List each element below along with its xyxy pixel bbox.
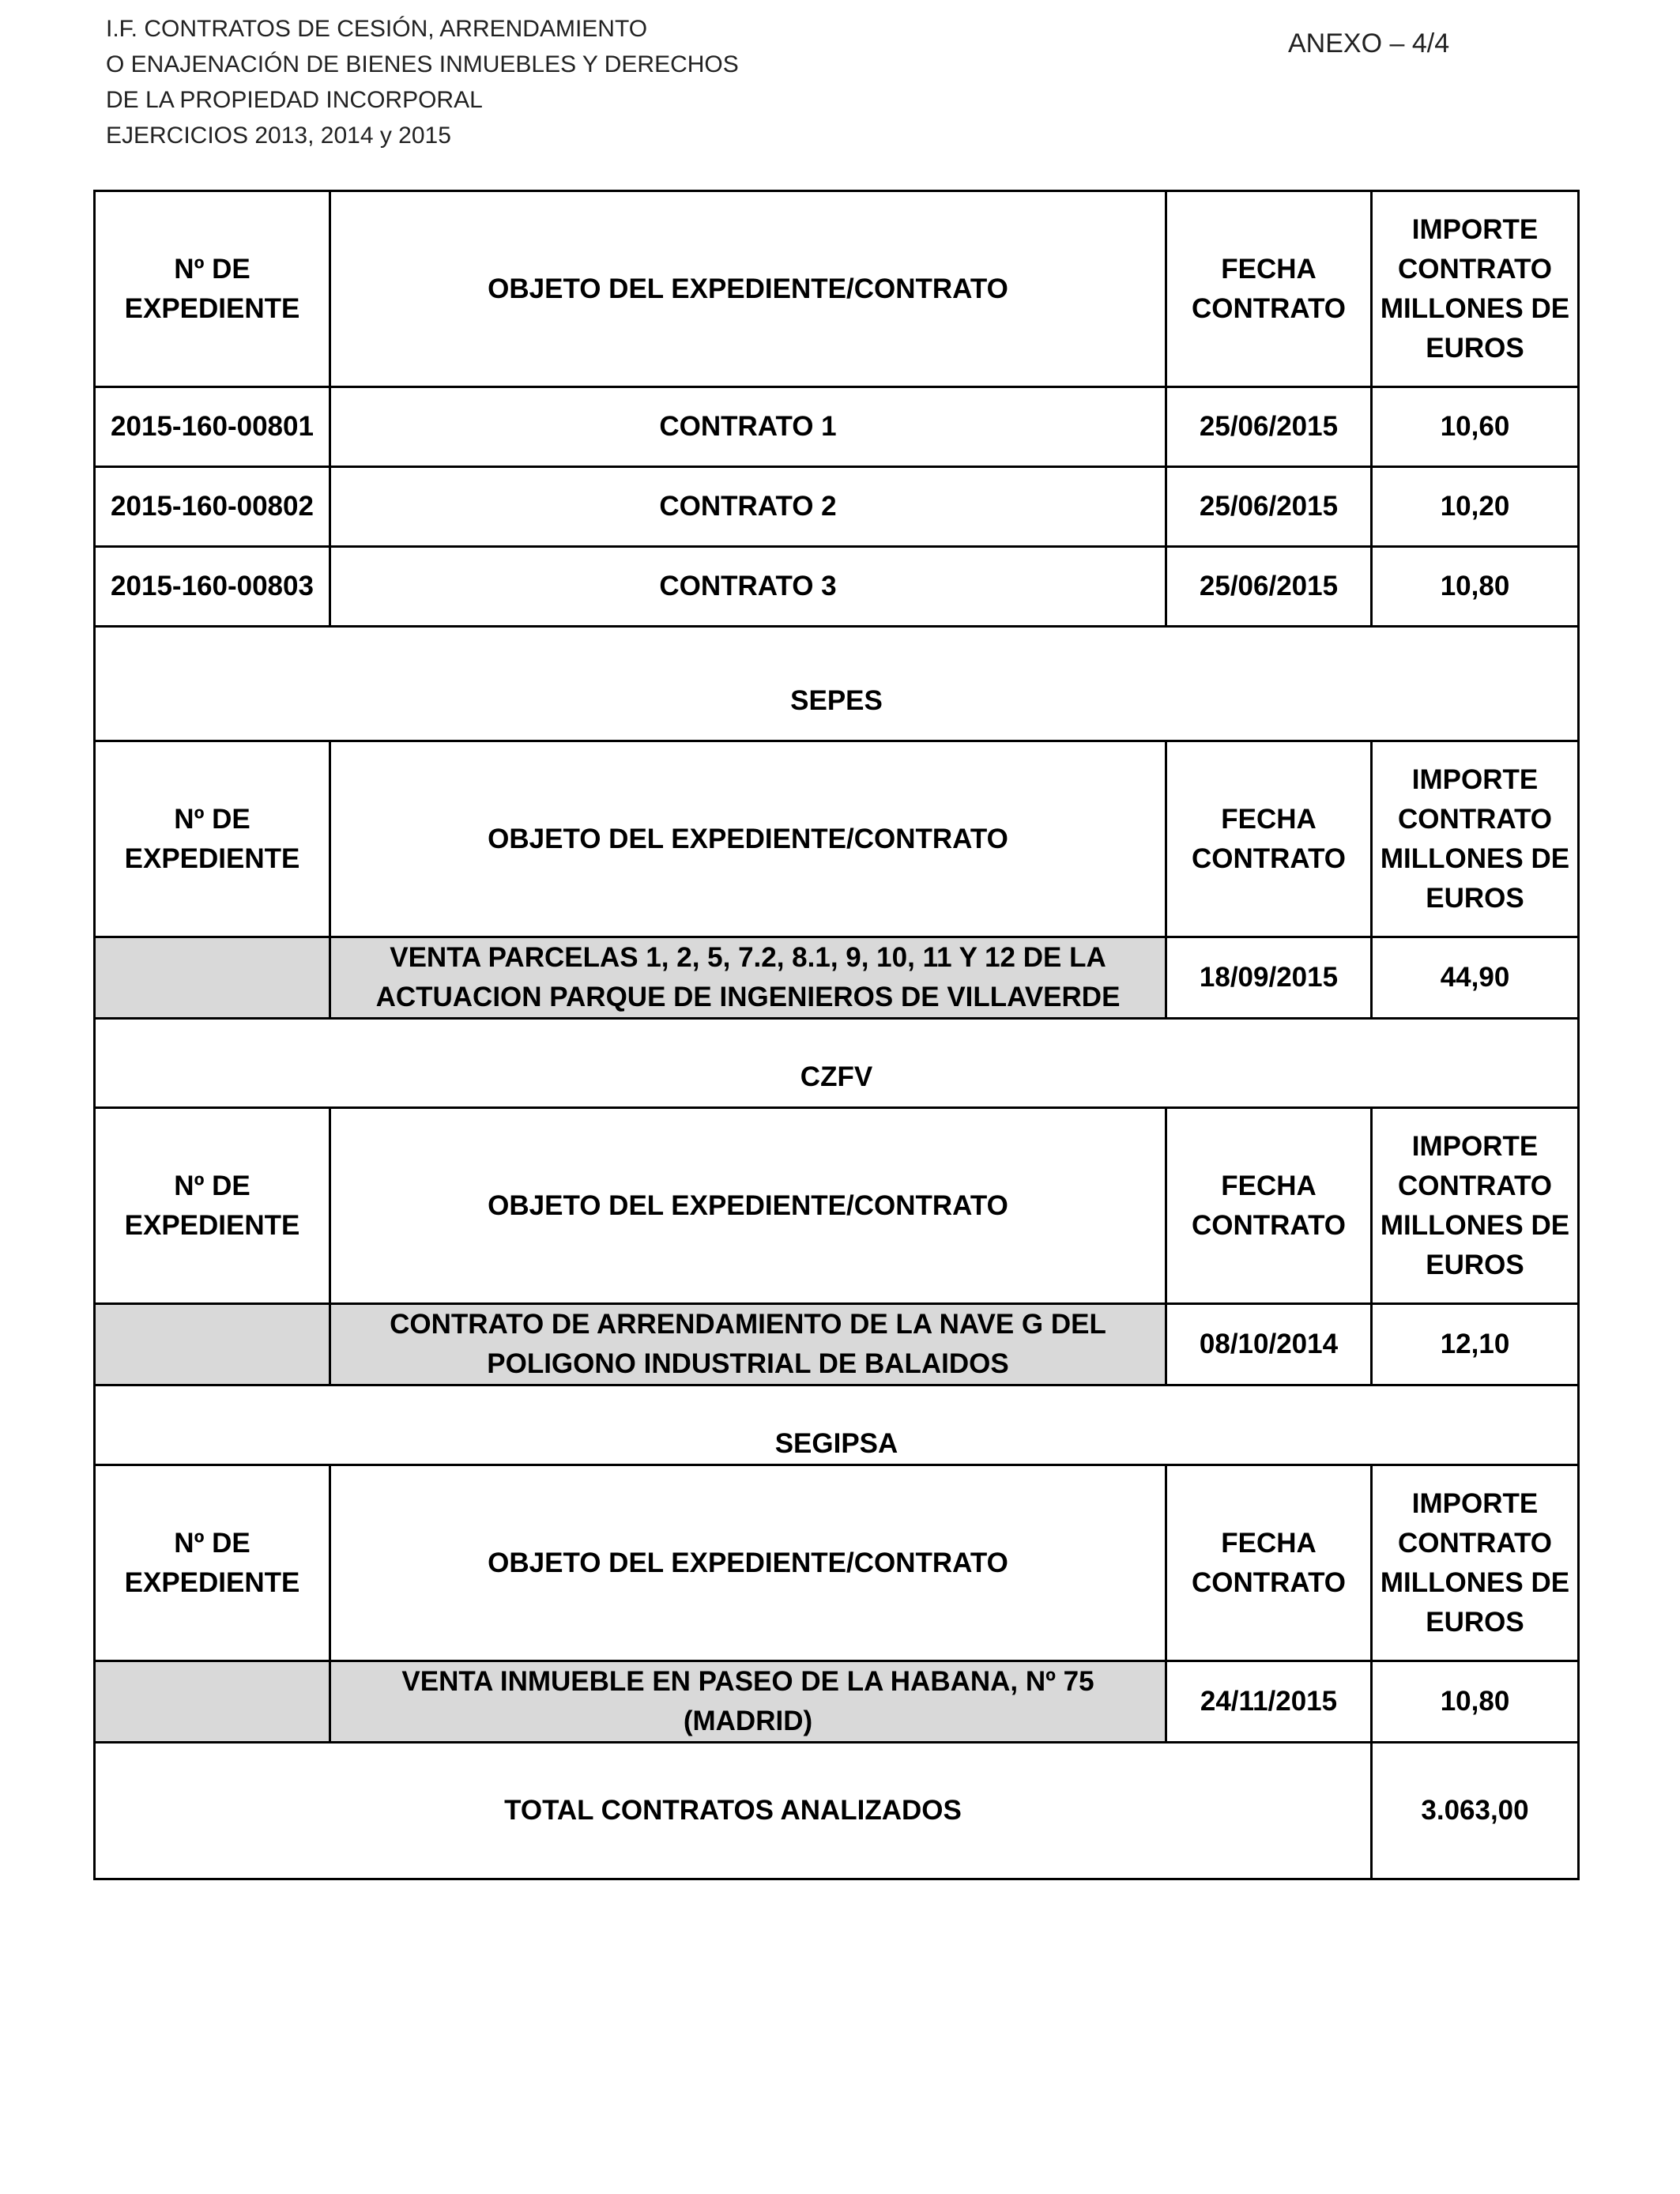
header-line-1: I.F. CONTRATOS DE CESIÓN, ARRENDAMIENTO xyxy=(106,16,648,42)
table-row xyxy=(95,547,1579,627)
cell-objeto: VENTA PARCELAS 1, 2, 5, 7.2, 8.1, 9, 10, 11 Y 12 DE LA ACTUACION PARQUE DE INGENIEROS DE VILLAVERDE xyxy=(330,937,1166,1019)
total-value: 3.063,00 xyxy=(1372,1743,1579,1879)
table-row xyxy=(95,387,1579,467)
col-header-objeto: OBJETO DEL EXPEDIENTE/CONTRATO xyxy=(330,191,1166,387)
cell-importe: 12,10 xyxy=(1372,1304,1579,1385)
col-header-objeto: OBJETO DEL EXPEDIENTE/CONTRATO xyxy=(330,1108,1166,1304)
col-header-expediente: Nº DE EXPEDIENTE xyxy=(95,741,330,937)
cell-expediente: 2015-160-00803 xyxy=(95,547,330,627)
col-header-objeto: OBJETO DEL EXPEDIENTE/CONTRATO xyxy=(330,741,1166,937)
table-row xyxy=(95,1304,1579,1385)
header-line-2: O ENAJENACIÓN DE BIENES INMUEBLES Y DERECHOS xyxy=(106,51,739,77)
total-row xyxy=(95,1743,1579,1879)
section-title-segipsa: SEGIPSA xyxy=(95,1385,1579,1465)
col-header-importe: IMPORTE CONTRATO MILLONES DE EUROS xyxy=(1372,191,1579,387)
table-header-row xyxy=(95,1108,1579,1304)
table-header-row xyxy=(95,741,1579,937)
cell-fecha: 18/09/2015 xyxy=(1166,937,1372,1019)
table-row xyxy=(95,1661,1579,1743)
section-title-sepes: SEPES xyxy=(95,627,1579,741)
col-header-expediente: Nº DE EXPEDIENTE xyxy=(95,1108,330,1304)
document-header xyxy=(106,11,739,153)
section-row-sepes xyxy=(95,627,1579,741)
cell-fecha: 24/11/2015 xyxy=(1166,1661,1372,1743)
col-header-expediente: Nº DE EXPEDIENTE xyxy=(95,191,330,387)
col-header-fecha: FECHA CONTRATO xyxy=(1166,741,1372,937)
cell-importe: 10,60 xyxy=(1372,387,1579,467)
cell-fecha: 25/06/2015 xyxy=(1166,547,1372,627)
cell-objeto: CONTRATO DE ARRENDAMIENTO DE LA NAVE G DEL POLIGONO INDUSTRIAL DE BALAIDOS xyxy=(330,1304,1166,1385)
cell-expediente xyxy=(95,1661,330,1743)
header-line-3: DE LA PROPIEDAD INCORPORAL xyxy=(106,87,483,113)
cell-objeto: CONTRATO 1 xyxy=(330,387,1166,467)
cell-objeto: VENTA INMUEBLE EN PASEO DE LA HABANA, Nº 75 (MADRID) xyxy=(330,1661,1166,1743)
cell-importe: 44,90 xyxy=(1372,937,1579,1019)
anexo-label: ANEXO – 4/4 xyxy=(1288,28,1450,58)
cell-importe: 10,80 xyxy=(1372,1661,1579,1743)
header-line-4: EJERCICIOS 2013, 2014 y 2015 xyxy=(106,123,451,149)
table-header-row xyxy=(95,191,1579,387)
table-header-row xyxy=(95,1465,1579,1661)
col-header-importe: IMPORTE CONTRATO MILLONES DE EUROS xyxy=(1372,741,1579,937)
cell-expediente xyxy=(95,1304,330,1385)
cell-objeto: CONTRATO 3 xyxy=(330,547,1166,627)
col-header-fecha: FECHA CONTRATO xyxy=(1166,191,1372,387)
cell-fecha: 25/06/2015 xyxy=(1166,467,1372,547)
cell-expediente: 2015-160-00801 xyxy=(95,387,330,467)
section-row-segipsa xyxy=(95,1385,1579,1465)
total-label: TOTAL CONTRATOS ANALIZADOS xyxy=(95,1743,1372,1879)
cell-expediente xyxy=(95,937,330,1019)
contracts-table xyxy=(93,190,1580,1880)
col-header-importe: IMPORTE CONTRATO MILLONES DE EUROS xyxy=(1372,1108,1579,1304)
col-header-objeto: OBJETO DEL EXPEDIENTE/CONTRATO xyxy=(330,1465,1166,1661)
table-row xyxy=(95,937,1579,1019)
section-row-czfv xyxy=(95,1019,1579,1108)
cell-objeto: CONTRATO 2 xyxy=(330,467,1166,547)
cell-fecha: 25/06/2015 xyxy=(1166,387,1372,467)
col-header-fecha: FECHA CONTRATO xyxy=(1166,1465,1372,1661)
cell-importe: 10,20 xyxy=(1372,467,1579,547)
col-header-fecha: FECHA CONTRATO xyxy=(1166,1108,1372,1304)
cell-fecha: 08/10/2014 xyxy=(1166,1304,1372,1385)
cell-importe: 10,80 xyxy=(1372,547,1579,627)
table-row xyxy=(95,467,1579,547)
cell-expediente: 2015-160-00802 xyxy=(95,467,330,547)
section-title-czfv: CZFV xyxy=(95,1019,1579,1108)
col-header-expediente: Nº DE EXPEDIENTE xyxy=(95,1465,330,1661)
col-header-importe: IMPORTE CONTRATO MILLONES DE EUROS xyxy=(1372,1465,1579,1661)
